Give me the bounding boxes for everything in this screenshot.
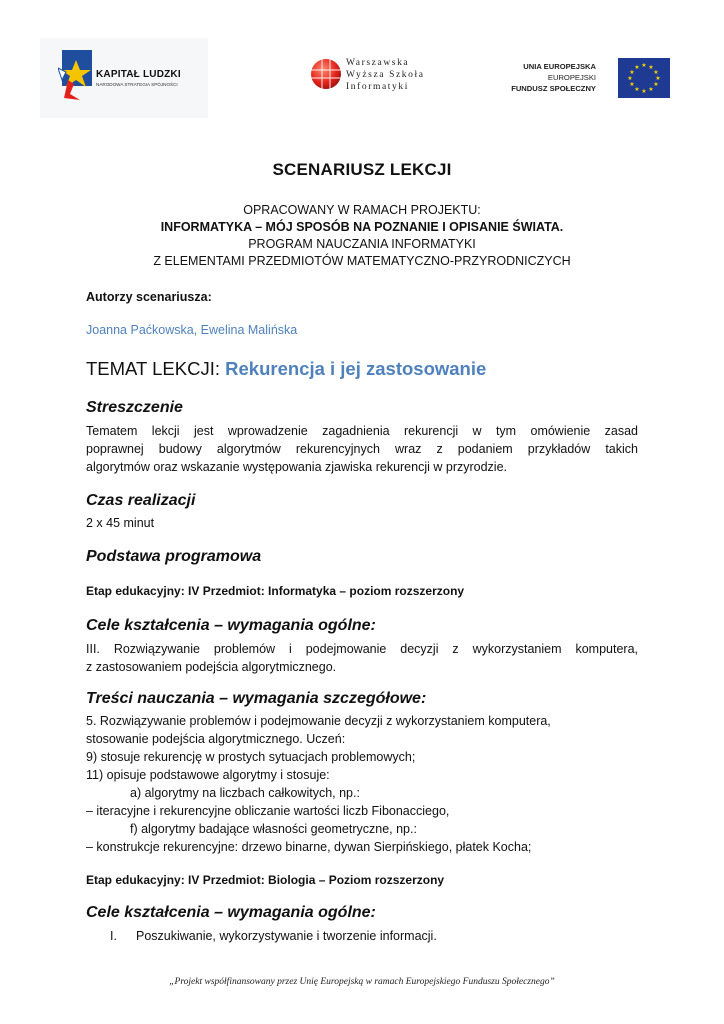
content-line-1: 5. Rozwiązywanie problemów i podejmowanie decyzji z wykorzystaniem komputera, bbox=[86, 714, 551, 728]
lesson-topic bbox=[86, 358, 486, 380]
goals-heading-1: Cele kształcenia – wymagania ogólne: bbox=[86, 617, 376, 634]
content-heading: Treści nauczania – wymagania szczegółowe: bbox=[86, 690, 427, 707]
wwsi-sphere-icon bbox=[310, 58, 342, 90]
content-line-7: f) algorytmy badające własności geometryczne, np.: bbox=[130, 822, 417, 836]
ue-line-3: FUNDUSZ SPOŁECZNY bbox=[511, 84, 596, 93]
ue-line-2: EUROPEJSKI bbox=[547, 73, 596, 82]
time-value: 2 x 45 minut bbox=[86, 516, 155, 530]
goals-2-text: Poszukiwanie, wykorzystywanie i tworzenie informacji. bbox=[136, 929, 437, 943]
svg-text:★: ★ bbox=[641, 88, 647, 95]
program-name: PROGRAM NAUCZANIA INFORMATYKI bbox=[248, 237, 476, 251]
content-line-6: – iteracyjne i rekurencyjne obliczanie wartości liczb Fibonacciego, bbox=[86, 804, 450, 818]
wwsi-line-2: Wyższa Szkoła bbox=[346, 70, 425, 80]
svg-text:★: ★ bbox=[634, 64, 640, 71]
kapital-ludzki-star-icon bbox=[58, 50, 94, 104]
eu-flag-icon bbox=[618, 58, 670, 98]
goals-2-number: I. bbox=[110, 929, 117, 943]
kapital-ludzki-title: KAPITAŁ LUDZKI bbox=[96, 69, 181, 80]
stage-biology: Etap edukacyjny: IV Przedmiot: Biologia – Poziom rozszerzony bbox=[86, 873, 445, 887]
wwsi-line-3: Informatyki bbox=[346, 82, 409, 92]
content-line-2: stosowanie podejścia algorytmicznego. Uczeń: bbox=[86, 732, 346, 746]
content-line-3: 9) stosuje rekurencję w prostych sytuacjach problemowych; bbox=[86, 750, 416, 764]
footer-note: „Projekt współfinansowany przez Unię Europejską w ramach Europejskiego Funduszu Społecznego” bbox=[169, 977, 555, 987]
document-title: SCENARIUSZ LEKCJI bbox=[272, 160, 452, 179]
summary-line-1: Tematem lekcji jest wprowadzenie zagadnienia rekurencji w tym omówienie zasad bbox=[86, 424, 638, 438]
svg-text:★: ★ bbox=[634, 86, 640, 93]
svg-text:★: ★ bbox=[655, 75, 661, 82]
goals-text-1 bbox=[86, 640, 638, 676]
goals-line-2: z zastosowaniem podejścia algorytmicznego. bbox=[86, 660, 337, 674]
goals-heading-2: Cele kształcenia – wymagania ogólne: bbox=[86, 904, 376, 921]
topic-value: Rekurencja i jej zastosowanie bbox=[225, 358, 487, 379]
svg-text:★: ★ bbox=[653, 69, 659, 76]
authors-names: Joanna Paćkowska, Ewelina Malińska bbox=[86, 323, 298, 337]
summary-line-3: algorytmów oraz wskazanie występowania zjawiska rekurencji w przyrodzie. bbox=[86, 460, 507, 474]
svg-text:★: ★ bbox=[648, 64, 654, 71]
project-intro: OPRACOWANY W RAMACH PROJEKTU: bbox=[243, 203, 481, 217]
kapital-ludzki-subtitle: NARODOWA STRATEGIA SPÓJNOŚCI bbox=[96, 82, 178, 87]
stage-informatics: Etap edukacyjny: IV Przedmiot: Informatyka – poziom rozszerzony bbox=[86, 584, 465, 598]
svg-text:★: ★ bbox=[641, 62, 647, 69]
goals-line-1: III. Rozwiązywanie problemów i podejmowanie decyzji z wykorzystaniem komputera, bbox=[86, 642, 638, 656]
unia-europejska-logo bbox=[506, 56, 670, 100]
svg-text:★: ★ bbox=[648, 86, 654, 93]
wwsi-line-1: Warszawska bbox=[346, 58, 410, 68]
content-line-4: 11) opisuje podstawowe algorytmy i stosuje: bbox=[86, 768, 330, 782]
summary-line-2: poprawnej budowy algorytmów rekurencyjnych wraz z podaniem przykładów takich bbox=[86, 442, 638, 456]
basis-heading: Podstawa programowa bbox=[86, 548, 262, 565]
time-heading: Czas realizacji bbox=[86, 492, 196, 509]
summary-text bbox=[86, 422, 638, 476]
program-subtitle: Z ELEMENTAMI PRZEDMIOTÓW MATEMATYCZNO-PRZYRODNICZYCH bbox=[153, 254, 571, 268]
content-line-5: a) algorytmy na liczbach całkowitych, np.: bbox=[130, 786, 360, 800]
svg-text:★: ★ bbox=[629, 81, 635, 88]
wwsi-logo bbox=[300, 52, 440, 98]
summary-heading: Streszczenie bbox=[86, 399, 183, 416]
svg-text:★: ★ bbox=[629, 69, 635, 76]
content-line-8: – konstrukcje rekurencyjne: drzewo binarne, dywan Sierpińskiego, płatek Kocha; bbox=[86, 840, 532, 854]
ue-line-1: UNIA EUROPEJSKA bbox=[523, 62, 596, 71]
topic-label: TEMAT LEKCJI: bbox=[86, 358, 226, 379]
svg-text:★: ★ bbox=[653, 81, 659, 88]
kapital-ludzki-logo bbox=[40, 38, 208, 118]
authors-label: Autorzy scenariusza: bbox=[86, 290, 212, 304]
project-name: INFORMATYKA – MÓJ SPOSÓB NA POZNANIE I OPISANIE ŚWIATA. bbox=[160, 220, 564, 234]
svg-text:★: ★ bbox=[627, 75, 633, 82]
